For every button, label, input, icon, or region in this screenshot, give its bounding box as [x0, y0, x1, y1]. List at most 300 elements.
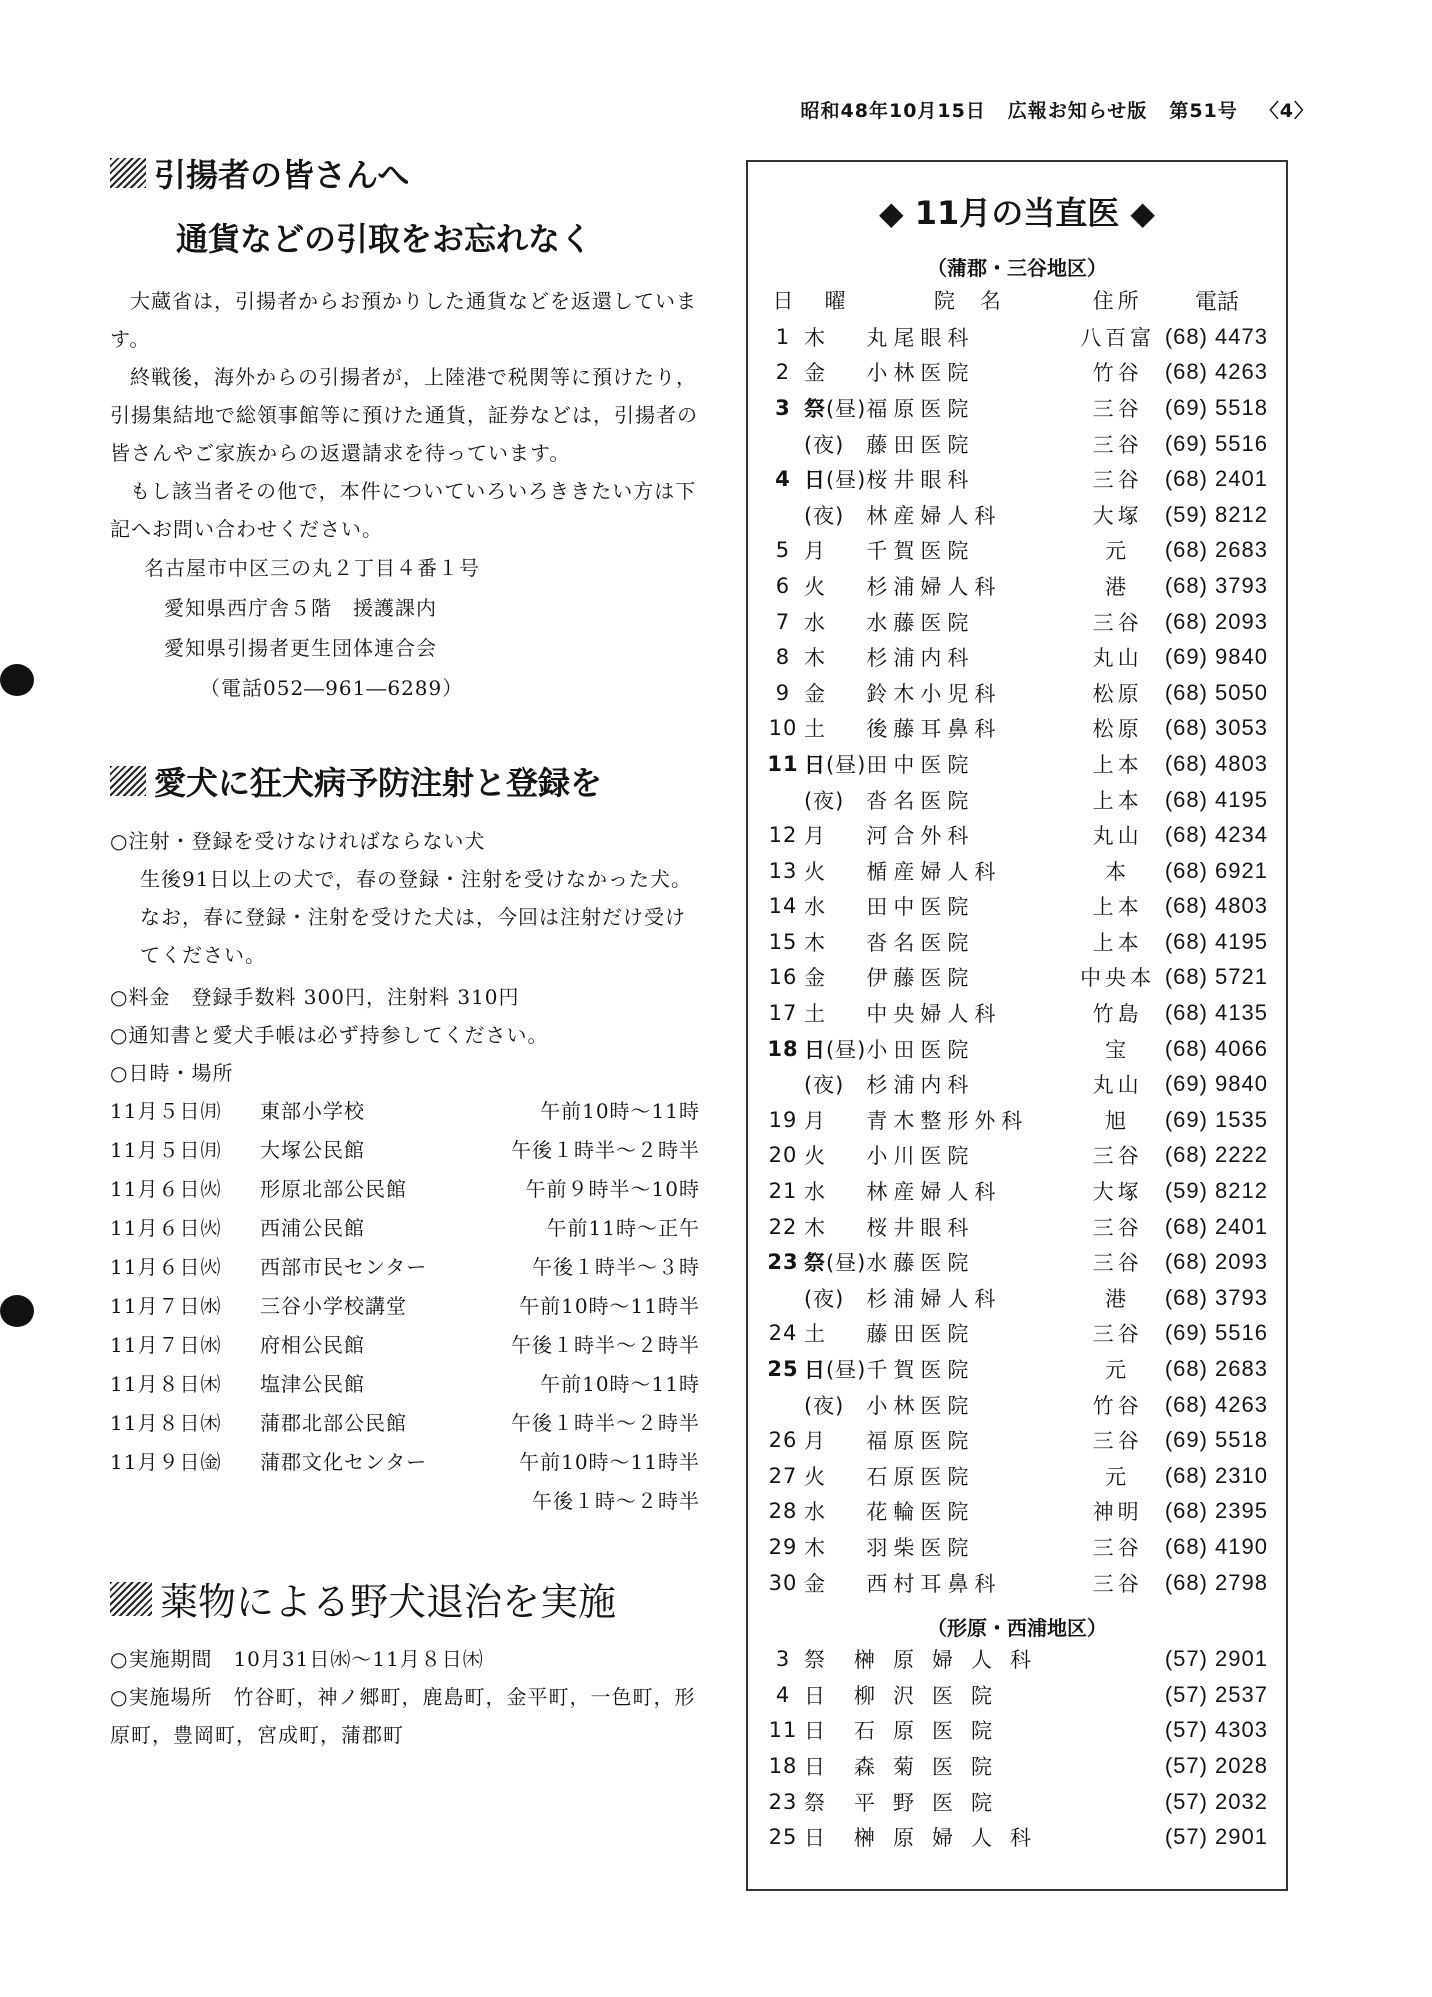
duty-dow — [804, 1316, 866, 1352]
col-clinic: 院 名 — [933, 289, 1003, 313]
duty-address: 大塚 — [1092, 503, 1143, 528]
table-row — [762, 1031, 1272, 1067]
duty-tel: (68) 2093 — [1164, 1249, 1268, 1275]
schedule-date: 11月８日㈭ — [110, 1411, 222, 1435]
duty-dow — [804, 782, 866, 818]
duty-clinic: 鈴木小児科 — [866, 681, 1002, 706]
duty-dow — [804, 995, 866, 1031]
table-row — [762, 461, 1272, 497]
duty-tel: (68) 4066 — [1164, 1035, 1268, 1061]
table-row — [762, 1748, 1272, 1784]
duty-clinic: 小林医院 — [866, 1393, 975, 1418]
schedule-time: 午前10時～11時 — [540, 1372, 700, 1396]
table-row — [762, 1066, 1272, 1102]
duty-day: 12 — [768, 823, 798, 848]
duty-clinic: 河合外科 — [866, 824, 975, 849]
duty-clinic: 福原医院 — [866, 396, 975, 421]
schedule-time: 午後１時半～２時半 — [511, 1333, 700, 1357]
table-row — [762, 1209, 1272, 1245]
duty-clinic: 田中医院 — [866, 895, 975, 920]
duty-shift: (昼) — [825, 1037, 867, 1062]
article1-title-row — [110, 150, 700, 196]
duty-day: 17 — [768, 1001, 798, 1026]
duty-address: 元 — [1105, 1358, 1131, 1383]
duty-day: 1 — [775, 324, 791, 349]
duty-dow — [804, 461, 866, 497]
schedule-time: 午後１時～２時半 — [532, 1489, 700, 1513]
schedule-date: 11月６日㈫ — [110, 1255, 222, 1279]
table-row — [762, 1713, 1272, 1749]
duty-day: 5 — [775, 538, 791, 563]
article2-schedule-head: ○日時・場所 — [110, 1061, 234, 1085]
duty-day: 3 — [775, 1647, 791, 1672]
duty-dow — [804, 924, 866, 960]
duty-day: 23 — [768, 1789, 798, 1814]
article1-paragraph: 終戦後，海外からの引揚者が，上陸港で税関等に預けたり，引揚集結地で総領事館等に預けた通貨，証券などは，引揚者の皆さんやご家族からの返還請求を待っています。 — [110, 365, 698, 465]
duty-table-2-body — [762, 1641, 1272, 1855]
article2-item-body: 生後91日以上の犬で，春の登録・注射を受けなかった犬。なお，春に登録・注射を受けた犬は，今回は注射だけ受けてください。 — [140, 867, 693, 967]
article-rabies — [110, 758, 700, 1521]
duty-day — [762, 1280, 804, 1316]
duty-tel: (68) 5721 — [1164, 964, 1268, 990]
duty-tel: (68) 2310 — [1164, 1462, 1268, 1488]
duty-tel: (68) 2683 — [1164, 537, 1268, 563]
table-row — [762, 1565, 1272, 1601]
duty-tel: (57) 4303 — [1164, 1717, 1268, 1743]
duty-clinic: 福原医院 — [866, 1429, 975, 1454]
duty-day: 26 — [768, 1428, 798, 1453]
schedule-row — [110, 1248, 700, 1287]
duty-clinic: 田中医院 — [866, 752, 975, 777]
table-row — [762, 319, 1272, 355]
duty-dow — [804, 1173, 866, 1209]
schedule-date: 11月６日㈫ — [110, 1177, 222, 1201]
schedule-list — [110, 1092, 700, 1521]
duty-tel: (68) 2093 — [1164, 608, 1268, 634]
duty-dow-text: 金 — [803, 1571, 826, 1596]
schedule-place: 東部小学校 — [260, 1099, 365, 1123]
duty-address: 竹島 — [1092, 1002, 1143, 1027]
article3-places-body: 竹谷町，神ノ郷町，鹿島町，金平町，一色町，形原町，豊岡町，宮成町，蒲郡町 — [110, 1685, 696, 1747]
left-column — [110, 150, 700, 1754]
duty-address: 元 — [1105, 1464, 1131, 1489]
duty-dow — [804, 1458, 866, 1494]
schedule-row — [110, 1365, 700, 1404]
schedule-time: 午後１時半～２時半 — [511, 1411, 700, 1435]
table-row — [762, 960, 1272, 996]
duty-dow: 祭 — [804, 1648, 826, 1673]
duty-address: 三谷 — [1092, 396, 1143, 421]
duty-day: 18 — [767, 1036, 799, 1061]
duty-clinic: 沓名医院 — [866, 930, 975, 955]
address-line: 愛知県引揚者更生団体連合会 — [164, 636, 437, 660]
binding-hole — [0, 1295, 34, 1327]
duty-dow — [804, 853, 866, 889]
duty-dow-text: 水 — [803, 1500, 826, 1525]
duty-address: 港 — [1105, 1286, 1131, 1311]
duty-address: 竹谷 — [1092, 1393, 1143, 1418]
duty-dow — [804, 960, 866, 996]
duty-day: 29 — [768, 1534, 798, 1559]
duty-day: 6 — [775, 573, 791, 598]
table-row — [762, 1351, 1272, 1387]
schedule-date: 11月５日㈪ — [110, 1099, 222, 1123]
duty-dow-text: 月 — [803, 1108, 826, 1133]
duty-day: 4 — [775, 467, 791, 492]
duty-dow-text: 月 — [803, 824, 826, 849]
duty-address: 上本 — [1092, 788, 1143, 813]
table-row — [762, 1784, 1272, 1820]
table-row — [762, 995, 1272, 1031]
duty-address: 大塚 — [1092, 1180, 1143, 1205]
duty-dow — [804, 1102, 866, 1138]
duty-dow — [804, 1422, 866, 1458]
duty-address: 三谷 — [1092, 610, 1143, 635]
duty-day: 27 — [768, 1463, 798, 1488]
duty-dow-text: 火 — [803, 1144, 826, 1169]
duty-clinic: 花輪医院 — [866, 1500, 975, 1525]
duty-tel: (68) 2401 — [1164, 466, 1268, 492]
table-row — [762, 1387, 1272, 1423]
article-stray-dogs — [110, 1571, 700, 1754]
duty-dow: 日 — [804, 1826, 826, 1851]
duty-dow — [804, 1031, 866, 1067]
hatch-mark — [110, 766, 146, 796]
table-row — [762, 675, 1272, 711]
article2-fee: ○料金 登録手数料 300円，注射料 310円 — [110, 985, 520, 1009]
duty-clinic: 羽柴医院 — [866, 1535, 975, 1560]
duty-day: 13 — [768, 858, 798, 883]
duty-clinic: 森菊医院 — [854, 1754, 1010, 1779]
table-row — [762, 1677, 1272, 1713]
duty-address: 上本 — [1092, 930, 1143, 955]
table-row — [762, 889, 1272, 925]
schedule-place — [260, 1482, 460, 1521]
table-row — [762, 924, 1272, 960]
duty-dow — [804, 675, 866, 711]
duty-table-header — [762, 281, 1272, 319]
duty-title: ◆ 11月の当直医 ◆ — [878, 194, 1156, 232]
schedule-date: 11月９日㈮ — [110, 1450, 222, 1474]
duty-dow — [804, 711, 866, 747]
duty-day — [762, 497, 804, 533]
duty-address: 三谷 — [1092, 468, 1143, 493]
duty-dow-text: 火 — [803, 1464, 826, 1489]
schedule-date: 11月７日㈬ — [110, 1333, 222, 1357]
duty-address: 三谷 — [1092, 432, 1143, 457]
duty-dow — [804, 390, 866, 426]
duty-shift: (昼) — [825, 752, 867, 777]
duty-day — [762, 1066, 804, 1102]
duty-clinic: 水藤医院 — [866, 1251, 975, 1276]
table-row — [762, 782, 1272, 818]
duty-day: 16 — [768, 965, 798, 990]
duty-dow — [804, 1280, 866, 1316]
duty-dow-text: 木 — [803, 1535, 826, 1560]
duty-dow — [804, 1387, 866, 1423]
schedule-row — [110, 1209, 700, 1248]
duty-address: 松原 — [1092, 717, 1143, 742]
table-row — [762, 1819, 1272, 1855]
duty-clinic: 千賀医院 — [866, 1358, 975, 1383]
duty-tel: (68) 4263 — [1164, 359, 1268, 385]
duty-dow: 日 — [804, 1683, 826, 1708]
duty-tel: (57) 2032 — [1164, 1788, 1268, 1814]
duty-dow-text: 祭 — [803, 396, 826, 421]
schedule-row — [110, 1092, 700, 1131]
duty-address: 本 — [1105, 859, 1131, 884]
duty-clinic: 小林医院 — [866, 361, 975, 386]
duty-clinic: 小川医院 — [866, 1144, 975, 1169]
schedule-time: 午前10時～11時半 — [519, 1294, 700, 1318]
duty-clinic: 丸尾眼科 — [866, 325, 975, 350]
duty-dow — [804, 1351, 866, 1387]
table-row — [762, 604, 1272, 640]
schedule-place: 府相公民館 — [260, 1333, 365, 1357]
duty-dow-text: 金 — [803, 361, 826, 386]
duty-tel: (69) 5518 — [1164, 1427, 1268, 1453]
duty-address: 三谷 — [1092, 1215, 1143, 1240]
table-row — [762, 1422, 1272, 1458]
duty-day: 19 — [768, 1107, 798, 1132]
schedule-place: 三谷小学校講堂 — [260, 1294, 407, 1318]
duty-tel: (59) 8212 — [1164, 1178, 1268, 1204]
duty-clinic: 西村耳鼻科 — [866, 1571, 1002, 1596]
table-row — [762, 1244, 1272, 1280]
table-row — [762, 817, 1272, 853]
duty-tel: (68) 4473 — [1164, 323, 1268, 349]
duty-tel: (68) 2222 — [1164, 1142, 1268, 1168]
duty-tel: (68) 2401 — [1164, 1213, 1268, 1239]
duty-shift: (夜) — [803, 1393, 845, 1418]
duty-shift: (昼) — [825, 1251, 867, 1276]
duty-dow-text: 木 — [803, 1215, 826, 1240]
duty-tel: (69) 9840 — [1164, 644, 1268, 670]
duty-day: 14 — [768, 894, 798, 919]
table-row — [762, 746, 1272, 782]
duty-day: 4 — [775, 1682, 791, 1707]
duty-shift: (夜) — [803, 1286, 845, 1311]
duty-address: 神明 — [1092, 1500, 1143, 1525]
duty-dow-text: 木 — [803, 325, 826, 350]
schedule-row — [110, 1287, 700, 1326]
duty-clinic: 杉浦婦人科 — [866, 1286, 1002, 1311]
duty-tel: (69) 5518 — [1164, 394, 1268, 420]
schedule-place: 西浦公民館 — [260, 1216, 365, 1240]
duty-tel: (68) 4135 — [1164, 1000, 1268, 1026]
duty-dow-text: 木 — [803, 646, 826, 671]
duty-address: 丸山 — [1092, 824, 1143, 849]
duty-day: 20 — [768, 1143, 798, 1168]
duty-dow — [804, 497, 866, 533]
duty-dow — [804, 1529, 866, 1565]
duty-address: 港 — [1105, 574, 1131, 599]
duty-tel: (57) 2901 — [1164, 1646, 1268, 1672]
duty-tel: (68) 4195 — [1164, 928, 1268, 954]
binding-hole — [0, 664, 34, 696]
duty-dow-text: 水 — [803, 610, 826, 635]
address-phone: （電話052―961―6289） — [200, 676, 464, 700]
duty-day: 8 — [775, 645, 791, 670]
duty-dow: 祭 — [804, 1790, 826, 1815]
schedule-row — [110, 1404, 700, 1443]
duty-dow-text: 日 — [803, 1037, 826, 1062]
table-row — [762, 497, 1272, 533]
duty-tel: (68) 4803 — [1164, 893, 1268, 919]
duty-tel: (57) 2028 — [1164, 1752, 1268, 1778]
duty-dow: 日 — [804, 1754, 826, 1779]
duty-clinic: 林産婦人科 — [866, 1180, 1002, 1205]
duty-dow — [804, 1066, 866, 1102]
duty-clinic: 水藤医院 — [866, 610, 975, 635]
duty-address: 三谷 — [1092, 1429, 1143, 1454]
duty-clinic: 伊藤医院 — [866, 966, 975, 991]
duty-tel: (68) 2798 — [1164, 1569, 1268, 1595]
duty-shift: (夜) — [803, 1073, 845, 1098]
duty-dow — [804, 817, 866, 853]
duty-address: 丸山 — [1092, 1073, 1143, 1098]
schedule-time: 午前11時～正午 — [546, 1216, 700, 1240]
col-dow: 曜 — [824, 289, 846, 313]
duty-dow — [804, 533, 866, 569]
duty-table — [762, 281, 1272, 1600]
duty-tel: (57) 2901 — [1164, 1824, 1268, 1850]
duty-day: 2 — [775, 360, 791, 385]
duty-day: 24 — [768, 1321, 798, 1346]
table-row — [762, 568, 1272, 604]
duty-address: 宝 — [1105, 1037, 1131, 1062]
table-row — [762, 1529, 1272, 1565]
schedule-row — [110, 1443, 700, 1482]
schedule-time: 午後１時半～３時 — [532, 1255, 700, 1279]
duty-dow-text: 土 — [803, 1002, 826, 1027]
col-addr: 住所 — [1092, 289, 1143, 313]
table-row — [762, 1138, 1272, 1174]
schedule-date: 11月８日㈭ — [110, 1372, 222, 1396]
schedule-time: 午前10時～11時 — [540, 1099, 700, 1123]
duty-day: 3 — [775, 395, 791, 420]
duty-clinic: 中央婦人科 — [866, 1002, 1002, 1027]
duty-clinic: 後藤耳鼻科 — [866, 717, 1002, 742]
duty-address: 三谷 — [1092, 1322, 1143, 1347]
table-row — [762, 1102, 1272, 1138]
schedule-date: 11月６日㈫ — [110, 1216, 222, 1240]
article1-title: 引揚者の皆さんへ — [154, 156, 410, 194]
article-repatriates — [110, 150, 700, 708]
duty-dow-text: 土 — [803, 717, 826, 742]
duty-tel: (68) 4234 — [1164, 822, 1268, 848]
table-row — [762, 426, 1272, 462]
schedule-time: 午後１時半～２時半 — [511, 1138, 700, 1162]
duty-tel: (68) 3793 — [1164, 572, 1268, 598]
duty-clinic: 青木整形外科 — [866, 1108, 1029, 1133]
table-row — [762, 1641, 1272, 1677]
duty-dow — [804, 1209, 866, 1245]
duty-address: 旭 — [1105, 1108, 1131, 1133]
table-row — [762, 639, 1272, 675]
duty-day: 30 — [768, 1570, 798, 1595]
duty-clinic: 藤田医院 — [866, 1322, 975, 1347]
duty-clinic: 杉浦内科 — [866, 646, 975, 671]
duty-tel: (68) 4190 — [1164, 1533, 1268, 1559]
schedule-time: 午前９時半～10時 — [525, 1177, 700, 1201]
duty-tel: (68) 3793 — [1164, 1284, 1268, 1310]
duty-clinic: 柳沢医院 — [854, 1683, 1010, 1708]
duty-dow — [804, 426, 866, 462]
duty-address: 竹谷 — [1092, 361, 1143, 386]
duty-shift: (夜) — [803, 788, 845, 813]
header-page: 〈4〉 — [1259, 100, 1314, 122]
duty-clinic: 楯産婦人科 — [866, 859, 1002, 884]
duty-dow-text: 金 — [803, 966, 826, 991]
duty-address: 上本 — [1092, 752, 1143, 777]
duty-day: 18 — [768, 1753, 798, 1778]
hatch-mark — [110, 158, 146, 188]
duty-shift: (昼) — [825, 468, 867, 493]
duty-dow — [804, 604, 866, 640]
duty-tel: (68) 5050 — [1164, 679, 1268, 705]
duty-dow-text: 水 — [803, 1180, 826, 1205]
duty-tel: (68) 3053 — [1164, 715, 1268, 741]
page-header — [801, 96, 1314, 123]
duty-table-body — [762, 319, 1272, 1600]
article3-places-head: ○実施場所 — [110, 1685, 213, 1709]
duty-day: 25 — [767, 1357, 799, 1382]
duty-clinic: 平野医院 — [854, 1790, 1010, 1815]
duty-day: 21 — [768, 1179, 798, 1204]
duty-dow — [804, 746, 866, 782]
duty-tel: (68) 2683 — [1164, 1356, 1268, 1382]
duty-dow-text: 火 — [803, 574, 826, 599]
duty-day: 25 — [768, 1825, 798, 1850]
duty-clinic: 千賀医院 — [866, 539, 975, 564]
duty-tel: (68) 4195 — [1164, 786, 1268, 812]
duty-dow — [804, 319, 866, 355]
article2-item: ○注射・登録を受けなければならない犬 — [110, 829, 486, 853]
duty-shift: (夜) — [803, 503, 845, 528]
duty-tel: (69) 1535 — [1164, 1106, 1268, 1132]
article3-period: ○実施期間 10月31日㈬～11月８日㈭ — [110, 1647, 484, 1671]
duty-dow-text: 金 — [803, 681, 826, 706]
duty-dow-text: 水 — [803, 895, 826, 920]
schedule-place: 蒲郡文化センター — [260, 1450, 428, 1474]
table-row — [762, 1280, 1272, 1316]
region-label: （形原・西浦地区） — [927, 1616, 1107, 1641]
schedule-row — [110, 1170, 700, 1209]
duty-tel: (68) 2395 — [1164, 1498, 1268, 1524]
duty-clinic: 杉浦婦人科 — [866, 574, 1002, 599]
duty-clinic: 藤田医院 — [866, 432, 975, 457]
schedule-row — [110, 1482, 700, 1521]
schedule-place: 大塚公民館 — [260, 1138, 365, 1162]
col-day: 日 — [772, 289, 794, 313]
duty-dow-text: 火 — [803, 859, 826, 884]
duty-day — [762, 426, 804, 462]
schedule-place: 西部市民センター — [260, 1255, 428, 1279]
hatch-mark — [110, 1582, 152, 1616]
duty-dow — [804, 568, 866, 604]
duty-address: 三谷 — [1092, 1571, 1143, 1596]
duty-day: 23 — [767, 1250, 799, 1275]
article1-paragraph: 大蔵省は，引揚者からお預かりした通貨などを返還しています。 — [110, 289, 697, 351]
duty-clinic: 榊原婦人科 — [854, 1648, 1049, 1673]
duty-tel: (68) 4803 — [1164, 750, 1268, 776]
duty-dow-text: 日 — [803, 752, 826, 777]
article3-title-row — [110, 1571, 700, 1626]
duty-dow: 日 — [804, 1719, 826, 1744]
duty-day: 22 — [768, 1214, 798, 1239]
table-row — [762, 1316, 1272, 1352]
